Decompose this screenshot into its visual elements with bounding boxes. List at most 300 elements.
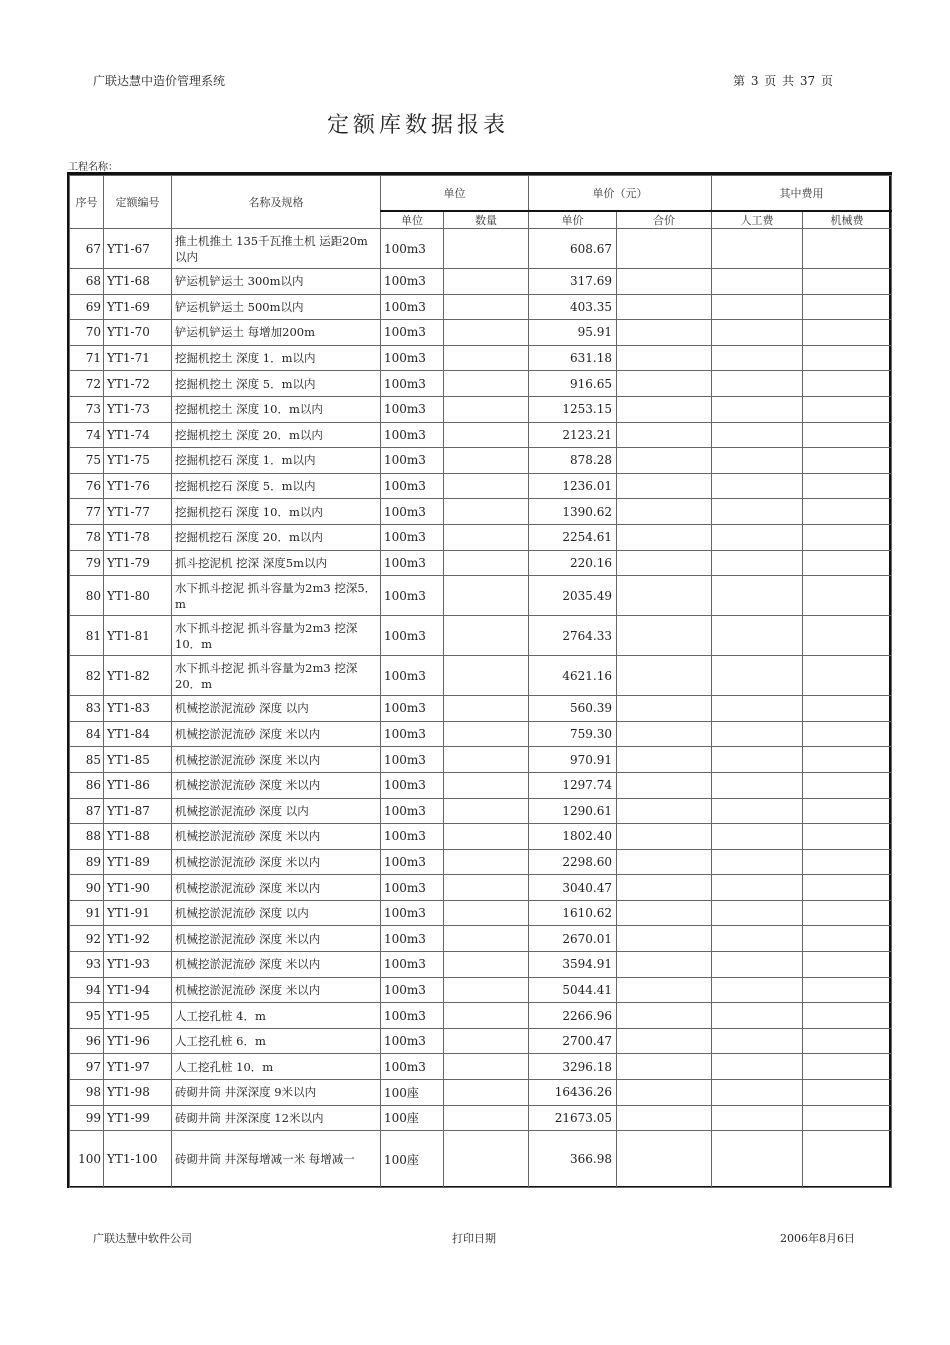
row-unit: 100m3 bbox=[381, 952, 444, 978]
row-total bbox=[617, 320, 712, 346]
row-unit: 100m3 bbox=[381, 798, 444, 824]
row-labor bbox=[712, 371, 803, 397]
row-price: 1390.62 bbox=[529, 499, 617, 525]
row-machine bbox=[803, 1003, 892, 1029]
row-name: 挖掘机挖土 深度 20．m以内 bbox=[172, 422, 381, 448]
row-machine bbox=[803, 1080, 892, 1106]
row-price: 1297.74 bbox=[529, 772, 617, 798]
row-machine bbox=[803, 798, 892, 824]
row-no: 100 bbox=[70, 1131, 104, 1188]
row-name: 机械挖淤泥流砂 深度 米以内 bbox=[172, 875, 381, 901]
row-labor bbox=[712, 499, 803, 525]
row-no: 76 bbox=[70, 473, 104, 499]
row-labor bbox=[712, 269, 803, 295]
row-name: 机械挖淤泥流砂 深度 以内 bbox=[172, 798, 381, 824]
row-no: 67 bbox=[70, 229, 104, 269]
row-price: 2123.21 bbox=[529, 422, 617, 448]
row-no: 91 bbox=[70, 900, 104, 926]
row-unit: 100m3 bbox=[381, 524, 444, 550]
col-qty-header: 数量 bbox=[444, 211, 529, 229]
row-price: 3594.91 bbox=[529, 952, 617, 978]
quota-table-frame bbox=[67, 172, 892, 1188]
row-total bbox=[617, 1003, 712, 1029]
row-labor bbox=[712, 1054, 803, 1080]
table-row bbox=[70, 1131, 892, 1188]
row-qty bbox=[444, 294, 529, 320]
row-code: YT1-97 bbox=[104, 1054, 172, 1080]
row-unit: 100m3 bbox=[381, 926, 444, 952]
row-unit: 100m3 bbox=[381, 320, 444, 346]
row-total bbox=[617, 977, 712, 1003]
row-qty bbox=[444, 616, 529, 656]
row-machine bbox=[803, 294, 892, 320]
row-labor bbox=[712, 900, 803, 926]
row-labor bbox=[712, 952, 803, 978]
row-no: 95 bbox=[70, 1003, 104, 1029]
row-price: 608.67 bbox=[529, 229, 617, 269]
row-price: 3296.18 bbox=[529, 1054, 617, 1080]
row-total bbox=[617, 1028, 712, 1054]
row-name: 机械挖淤泥流砂 深度 以内 bbox=[172, 696, 381, 722]
row-name: 砖砌井筒 井深深度 12米以内 bbox=[172, 1105, 381, 1131]
row-qty bbox=[444, 849, 529, 875]
row-machine bbox=[803, 524, 892, 550]
row-total bbox=[617, 576, 712, 616]
row-total bbox=[617, 900, 712, 926]
row-labor bbox=[712, 824, 803, 850]
col-unit-group-header: 单位 bbox=[381, 176, 529, 212]
row-no: 88 bbox=[70, 824, 104, 850]
row-machine bbox=[803, 1131, 892, 1188]
row-labor bbox=[712, 229, 803, 269]
row-name: 机械挖淤泥流砂 深度 米以内 bbox=[172, 952, 381, 978]
row-qty bbox=[444, 1080, 529, 1106]
row-machine bbox=[803, 696, 892, 722]
row-name: 砖砌井筒 井深每增减一米 每增减一 bbox=[172, 1131, 381, 1188]
row-qty bbox=[444, 524, 529, 550]
row-qty bbox=[444, 269, 529, 295]
row-machine bbox=[803, 656, 892, 696]
row-no: 87 bbox=[70, 798, 104, 824]
row-code: YT1-100 bbox=[104, 1131, 172, 1188]
row-qty bbox=[444, 422, 529, 448]
row-price: 878.28 bbox=[529, 448, 617, 474]
row-price: 403.35 bbox=[529, 294, 617, 320]
row-labor bbox=[712, 616, 803, 656]
row-no: 78 bbox=[70, 524, 104, 550]
row-no: 77 bbox=[70, 499, 104, 525]
row-name: 人工挖孔桩 10．m bbox=[172, 1054, 381, 1080]
row-unit: 100m3 bbox=[381, 875, 444, 901]
row-labor bbox=[712, 294, 803, 320]
col-name-header: 名称及规格 bbox=[172, 176, 381, 229]
footer-print-label: 打印日期 bbox=[452, 1232, 496, 1245]
row-code: YT1-76 bbox=[104, 473, 172, 499]
row-labor bbox=[712, 926, 803, 952]
row-machine bbox=[803, 1028, 892, 1054]
row-code: YT1-96 bbox=[104, 1028, 172, 1054]
table-row bbox=[70, 849, 892, 875]
row-code: YT1-87 bbox=[104, 798, 172, 824]
row-labor bbox=[712, 1080, 803, 1106]
row-total bbox=[617, 721, 712, 747]
table-row bbox=[70, 371, 892, 397]
table-row bbox=[70, 977, 892, 1003]
row-labor bbox=[712, 875, 803, 901]
row-unit: 100m3 bbox=[381, 229, 444, 269]
row-code: YT1-91 bbox=[104, 900, 172, 926]
row-code: YT1-94 bbox=[104, 977, 172, 1003]
row-total bbox=[617, 952, 712, 978]
row-price: 2035.49 bbox=[529, 576, 617, 616]
row-total bbox=[617, 345, 712, 371]
row-machine bbox=[803, 371, 892, 397]
table-row bbox=[70, 1054, 892, 1080]
row-machine bbox=[803, 875, 892, 901]
row-price: 4621.16 bbox=[529, 656, 617, 696]
row-unit: 100m3 bbox=[381, 696, 444, 722]
row-no: 90 bbox=[70, 875, 104, 901]
table-row bbox=[70, 1003, 892, 1029]
row-code: YT1-69 bbox=[104, 294, 172, 320]
row-qty bbox=[444, 1003, 529, 1029]
row-total bbox=[617, 1054, 712, 1080]
row-qty bbox=[444, 900, 529, 926]
col-machine-header: 机械费 bbox=[803, 211, 892, 229]
row-price: 2670.01 bbox=[529, 926, 617, 952]
row-code: YT1-79 bbox=[104, 550, 172, 576]
row-unit: 100m3 bbox=[381, 345, 444, 371]
row-code: YT1-71 bbox=[104, 345, 172, 371]
row-total bbox=[617, 849, 712, 875]
row-code: YT1-85 bbox=[104, 747, 172, 773]
table-row bbox=[70, 1080, 892, 1106]
row-price: 2266.96 bbox=[529, 1003, 617, 1029]
table-row bbox=[70, 1105, 892, 1131]
row-labor bbox=[712, 396, 803, 422]
row-qty bbox=[444, 1028, 529, 1054]
table-row bbox=[70, 294, 892, 320]
col-price-group-header: 单价（元） bbox=[529, 176, 712, 212]
table-row bbox=[70, 576, 892, 616]
row-name: 挖掘机挖石 深度 20．m以内 bbox=[172, 524, 381, 550]
table-row bbox=[70, 448, 892, 474]
row-labor bbox=[712, 576, 803, 616]
row-code: YT1-93 bbox=[104, 952, 172, 978]
row-machine bbox=[803, 616, 892, 656]
row-labor bbox=[712, 345, 803, 371]
row-code: YT1-83 bbox=[104, 696, 172, 722]
row-machine bbox=[803, 772, 892, 798]
row-qty bbox=[444, 772, 529, 798]
table-body bbox=[70, 229, 892, 1188]
row-qty bbox=[444, 1105, 529, 1131]
row-total bbox=[617, 656, 712, 696]
table-row bbox=[70, 926, 892, 952]
row-unit: 100座 bbox=[381, 1131, 444, 1188]
row-unit: 100m3 bbox=[381, 550, 444, 576]
row-no: 71 bbox=[70, 345, 104, 371]
row-no: 72 bbox=[70, 371, 104, 397]
table-row bbox=[70, 499, 892, 525]
row-price: 560.39 bbox=[529, 696, 617, 722]
row-total bbox=[617, 616, 712, 656]
row-price: 2700.47 bbox=[529, 1028, 617, 1054]
row-no: 93 bbox=[70, 952, 104, 978]
row-labor bbox=[712, 1105, 803, 1131]
row-price: 1290.61 bbox=[529, 798, 617, 824]
row-qty bbox=[444, 229, 529, 269]
row-qty bbox=[444, 371, 529, 397]
row-machine bbox=[803, 473, 892, 499]
row-labor bbox=[712, 320, 803, 346]
row-qty bbox=[444, 550, 529, 576]
row-code: YT1-75 bbox=[104, 448, 172, 474]
col-code-header: 定额编号 bbox=[104, 176, 172, 229]
row-code: YT1-98 bbox=[104, 1080, 172, 1106]
row-labor bbox=[712, 849, 803, 875]
row-total bbox=[617, 1105, 712, 1131]
row-total bbox=[617, 524, 712, 550]
row-price: 1236.01 bbox=[529, 473, 617, 499]
row-total bbox=[617, 550, 712, 576]
row-machine bbox=[803, 747, 892, 773]
row-price: 366.98 bbox=[529, 1131, 617, 1188]
row-price: 2764.33 bbox=[529, 616, 617, 656]
quota-table bbox=[69, 175, 892, 1188]
row-name: 铲运机铲运土 500m以内 bbox=[172, 294, 381, 320]
row-code: YT1-68 bbox=[104, 269, 172, 295]
row-name: 机械挖淤泥流砂 深度 米以内 bbox=[172, 772, 381, 798]
table-row bbox=[70, 229, 892, 269]
row-no: 81 bbox=[70, 616, 104, 656]
row-code: YT1-86 bbox=[104, 772, 172, 798]
row-unit: 100m3 bbox=[381, 473, 444, 499]
row-no: 92 bbox=[70, 926, 104, 952]
row-name: 挖掘机挖石 深度 1．m以内 bbox=[172, 448, 381, 474]
row-price: 916.65 bbox=[529, 371, 617, 397]
table-row bbox=[70, 721, 892, 747]
row-qty bbox=[444, 926, 529, 952]
row-qty bbox=[444, 576, 529, 616]
table-row bbox=[70, 952, 892, 978]
row-qty bbox=[444, 1131, 529, 1188]
row-name: 挖掘机挖石 深度 5．m以内 bbox=[172, 473, 381, 499]
row-name: 砖砌井筒 井深深度 9米以内 bbox=[172, 1080, 381, 1106]
row-code: YT1-89 bbox=[104, 849, 172, 875]
row-qty bbox=[444, 656, 529, 696]
table-row bbox=[70, 696, 892, 722]
row-qty bbox=[444, 721, 529, 747]
row-no: 94 bbox=[70, 977, 104, 1003]
row-qty bbox=[444, 747, 529, 773]
row-name: 挖掘机挖土 深度 10．m以内 bbox=[172, 396, 381, 422]
row-machine bbox=[803, 926, 892, 952]
row-name: 机械挖淤泥流砂 深度 以内 bbox=[172, 900, 381, 926]
table-row bbox=[70, 320, 892, 346]
row-labor bbox=[712, 473, 803, 499]
row-code: YT1-74 bbox=[104, 422, 172, 448]
row-qty bbox=[444, 448, 529, 474]
row-code: YT1-73 bbox=[104, 396, 172, 422]
row-code: YT1-80 bbox=[104, 576, 172, 616]
row-name: 人工挖孔桩 6．m bbox=[172, 1028, 381, 1054]
row-total bbox=[617, 371, 712, 397]
row-machine bbox=[803, 900, 892, 926]
row-no: 97 bbox=[70, 1054, 104, 1080]
row-unit: 100m3 bbox=[381, 294, 444, 320]
row-labor bbox=[712, 550, 803, 576]
row-price: 1253.15 bbox=[529, 396, 617, 422]
col-labor-header: 人工费 bbox=[712, 211, 803, 229]
row-total bbox=[617, 269, 712, 295]
table-row bbox=[70, 824, 892, 850]
row-machine bbox=[803, 952, 892, 978]
row-qty bbox=[444, 875, 529, 901]
row-qty bbox=[444, 798, 529, 824]
row-labor bbox=[712, 1028, 803, 1054]
table-row bbox=[70, 422, 892, 448]
table-row bbox=[70, 875, 892, 901]
row-code: YT1-77 bbox=[104, 499, 172, 525]
row-total bbox=[617, 798, 712, 824]
row-name: 机械挖淤泥流砂 深度 米以内 bbox=[172, 977, 381, 1003]
row-labor bbox=[712, 1003, 803, 1029]
row-price: 95.91 bbox=[529, 320, 617, 346]
table-row bbox=[70, 798, 892, 824]
row-name: 机械挖淤泥流砂 深度 米以内 bbox=[172, 849, 381, 875]
row-unit: 100m3 bbox=[381, 977, 444, 1003]
row-no: 80 bbox=[70, 576, 104, 616]
col-remark-group-header: 其中费用 bbox=[712, 176, 892, 212]
row-machine bbox=[803, 977, 892, 1003]
row-labor bbox=[712, 1131, 803, 1188]
row-unit: 100m3 bbox=[381, 269, 444, 295]
row-price: 5044.41 bbox=[529, 977, 617, 1003]
row-price: 317.69 bbox=[529, 269, 617, 295]
row-total bbox=[617, 473, 712, 499]
row-total bbox=[617, 824, 712, 850]
row-code: YT1-70 bbox=[104, 320, 172, 346]
row-total bbox=[617, 926, 712, 952]
row-total bbox=[617, 294, 712, 320]
row-no: 83 bbox=[70, 696, 104, 722]
row-no: 79 bbox=[70, 550, 104, 576]
row-name: 机械挖淤泥流砂 深度 米以内 bbox=[172, 926, 381, 952]
row-total bbox=[617, 448, 712, 474]
row-code: YT1-92 bbox=[104, 926, 172, 952]
col-total-header: 合价 bbox=[617, 211, 712, 229]
row-unit: 100座 bbox=[381, 1080, 444, 1106]
row-no: 68 bbox=[70, 269, 104, 295]
row-machine bbox=[803, 269, 892, 295]
row-machine bbox=[803, 824, 892, 850]
row-name: 人工挖孔桩 4．m bbox=[172, 1003, 381, 1029]
row-code: YT1-67 bbox=[104, 229, 172, 269]
row-machine bbox=[803, 576, 892, 616]
row-code: YT1-95 bbox=[104, 1003, 172, 1029]
row-name: 机械挖淤泥流砂 深度 米以内 bbox=[172, 721, 381, 747]
row-code: YT1-99 bbox=[104, 1105, 172, 1131]
row-labor bbox=[712, 798, 803, 824]
table-row bbox=[70, 772, 892, 798]
col-unit-header: 单位 bbox=[381, 211, 444, 229]
row-total bbox=[617, 422, 712, 448]
table-row bbox=[70, 396, 892, 422]
row-labor bbox=[712, 977, 803, 1003]
row-qty bbox=[444, 977, 529, 1003]
row-labor bbox=[712, 772, 803, 798]
row-unit: 100m3 bbox=[381, 900, 444, 926]
system-name: 广联达慧中造价管理系统 bbox=[93, 74, 226, 88]
row-name: 挖掘机挖石 深度 10．m以内 bbox=[172, 499, 381, 525]
table-row bbox=[70, 747, 892, 773]
row-machine bbox=[803, 448, 892, 474]
table-row bbox=[70, 616, 892, 656]
row-labor bbox=[712, 422, 803, 448]
row-name: 水下抓斗挖泥 抓斗容量为2m3 挖深5．m bbox=[172, 576, 381, 616]
row-price: 759.30 bbox=[529, 721, 617, 747]
row-price: 16436.26 bbox=[529, 1080, 617, 1106]
row-machine bbox=[803, 849, 892, 875]
row-no: 99 bbox=[70, 1105, 104, 1131]
row-machine bbox=[803, 721, 892, 747]
row-no: 74 bbox=[70, 422, 104, 448]
row-unit: 100m3 bbox=[381, 576, 444, 616]
row-qty bbox=[444, 1054, 529, 1080]
row-total bbox=[617, 747, 712, 773]
row-price: 1610.62 bbox=[529, 900, 617, 926]
row-name: 铲运机铲运土 每增加200m bbox=[172, 320, 381, 346]
row-no: 89 bbox=[70, 849, 104, 875]
row-machine bbox=[803, 396, 892, 422]
row-machine bbox=[803, 499, 892, 525]
row-unit: 100m3 bbox=[381, 448, 444, 474]
table-row bbox=[70, 524, 892, 550]
row-qty bbox=[444, 345, 529, 371]
row-unit: 100m3 bbox=[381, 616, 444, 656]
row-machine bbox=[803, 320, 892, 346]
row-code: YT1-88 bbox=[104, 824, 172, 850]
row-machine bbox=[803, 1105, 892, 1131]
row-price: 21673.05 bbox=[529, 1105, 617, 1131]
row-unit: 100m3 bbox=[381, 422, 444, 448]
table-row bbox=[70, 1028, 892, 1054]
row-name: 水下抓斗挖泥 抓斗容量为2m3 挖深20．m bbox=[172, 656, 381, 696]
row-unit: 100m3 bbox=[381, 747, 444, 773]
row-no: 84 bbox=[70, 721, 104, 747]
row-labor bbox=[712, 448, 803, 474]
col-price-header: 单价 bbox=[529, 211, 617, 229]
row-no: 85 bbox=[70, 747, 104, 773]
table-row bbox=[70, 269, 892, 295]
table-row bbox=[70, 900, 892, 926]
row-unit: 100m3 bbox=[381, 849, 444, 875]
row-total bbox=[617, 229, 712, 269]
row-labor bbox=[712, 721, 803, 747]
row-price: 2298.60 bbox=[529, 849, 617, 875]
row-no: 75 bbox=[70, 448, 104, 474]
row-total bbox=[617, 772, 712, 798]
row-price: 1802.40 bbox=[529, 824, 617, 850]
row-unit: 100座 bbox=[381, 1105, 444, 1131]
row-no: 69 bbox=[70, 294, 104, 320]
row-no: 82 bbox=[70, 656, 104, 696]
row-machine bbox=[803, 345, 892, 371]
table-row bbox=[70, 550, 892, 576]
row-qty bbox=[444, 320, 529, 346]
row-code: YT1-84 bbox=[104, 721, 172, 747]
